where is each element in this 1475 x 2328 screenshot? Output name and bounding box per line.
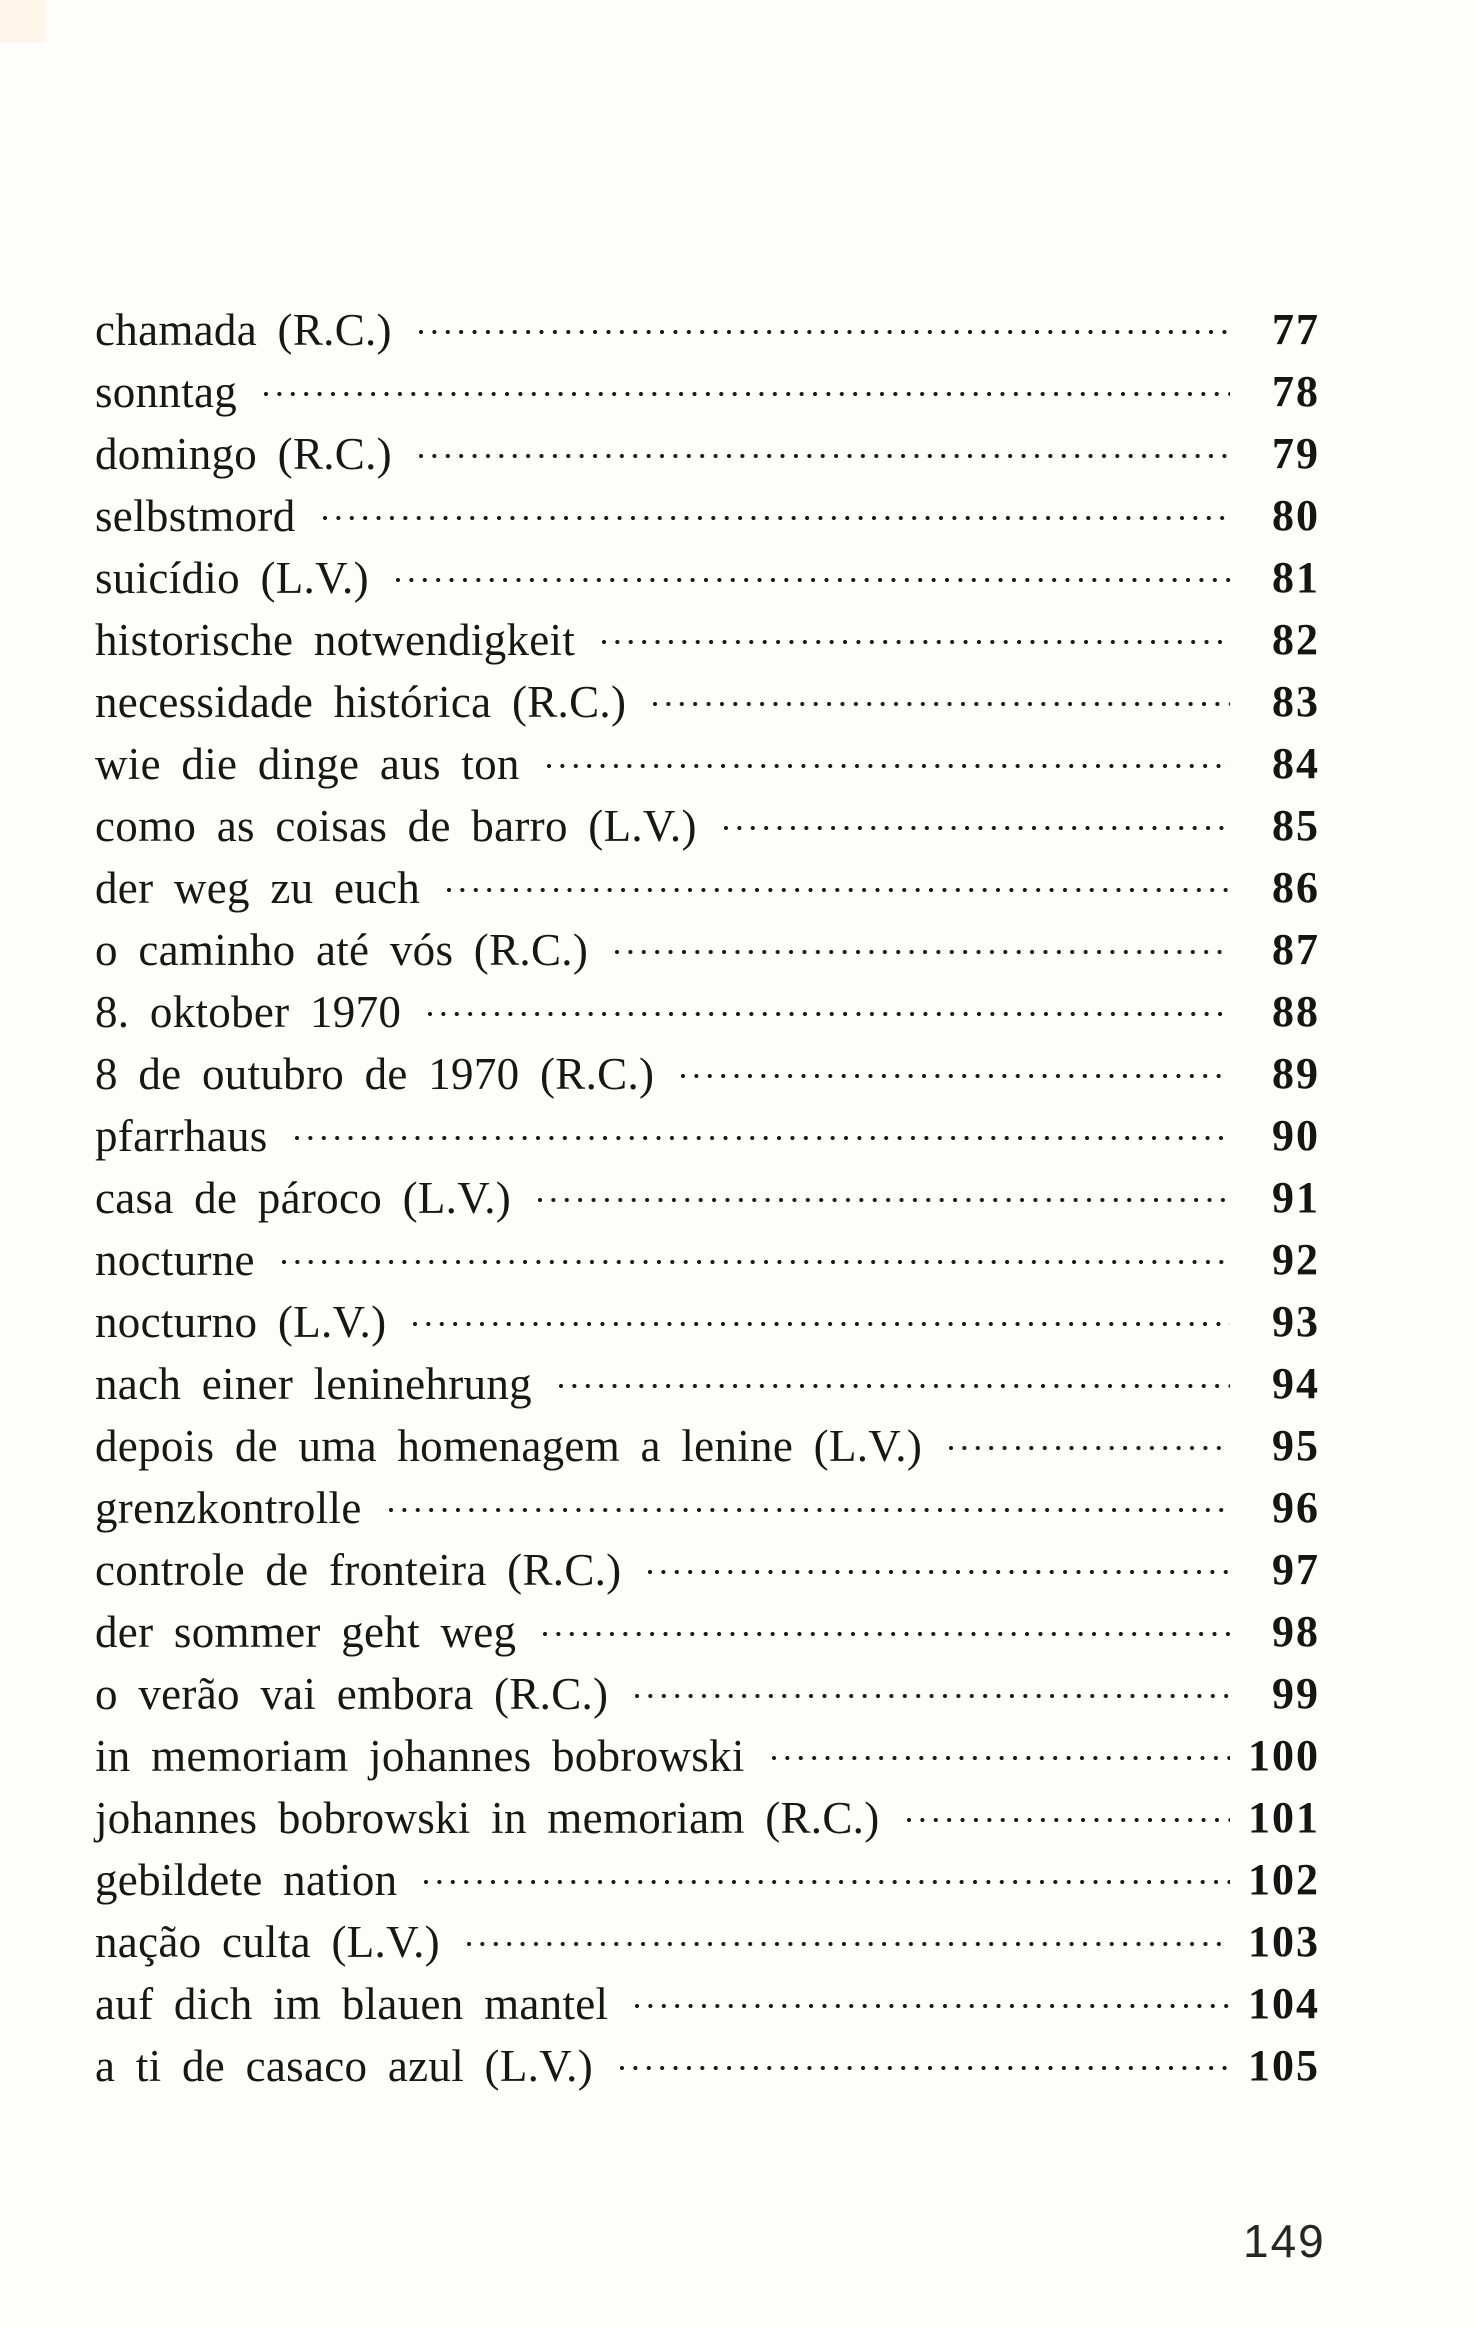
toc-entry (95, 361, 1320, 423)
toc-entry (95, 981, 1320, 1043)
toc-entry-page: 103 (1248, 1917, 1320, 1966)
toc-entry-title: selbstmord (95, 491, 296, 541)
toc-entry-title: como as coisas de barro (L.V.) (95, 801, 697, 851)
toc-entry (95, 1725, 1320, 1787)
dot-leader (294, 1135, 1230, 1141)
toc-entry-title: auf dich im blauen mantel (95, 1979, 609, 2029)
page-number: 149 (1243, 2215, 1326, 2267)
dot-leader (619, 2065, 1230, 2071)
dot-leader (537, 1197, 1230, 1203)
dot-leader (281, 1259, 1230, 1265)
dot-leader (723, 825, 1230, 831)
toc-entry-page: 86 (1272, 863, 1320, 912)
toc-entry-page: 78 (1272, 367, 1320, 416)
toc-entry-page: 93 (1272, 1297, 1320, 1346)
toc-entry-title: der sommer geht weg (95, 1607, 517, 1657)
toc-entry-title: nocturno (L.V.) (95, 1297, 387, 1347)
toc-entry-page: 96 (1272, 1483, 1320, 1532)
toc-entry (95, 1849, 1320, 1911)
toc-entry-title: o verão vai embora (R.C.) (95, 1669, 609, 1719)
toc-entry (95, 857, 1320, 919)
dot-leader (418, 329, 1230, 335)
scan-corner-artifact (0, 0, 46, 42)
toc-entry-page: 104 (1248, 1979, 1320, 2028)
dot-leader (446, 887, 1230, 893)
toc-entry (95, 919, 1320, 981)
toc-entry-page: 79 (1272, 429, 1320, 478)
toc-entry-page: 98 (1272, 1607, 1320, 1656)
toc-entry-title: grenzkontrolle (95, 1483, 362, 1533)
toc-entry (95, 1043, 1320, 1105)
dot-leader (634, 2003, 1230, 2009)
toc-entry-title: suicídio (L.V.) (95, 553, 369, 603)
toc-entry (95, 1477, 1320, 1539)
toc-entry-title: depois de uma homenagem a lenine (L.V.) (95, 1421, 923, 1471)
toc-entry-page: 83 (1272, 677, 1320, 726)
toc-entry (95, 2035, 1320, 2097)
toc-entry (95, 795, 1320, 857)
toc-entry-title: 8 de outubro de 1970 (R.C.) (95, 1049, 655, 1099)
toc-entry (95, 423, 1320, 485)
dot-leader (647, 1569, 1230, 1575)
dot-leader (322, 515, 1231, 521)
toc-entry-page: 92 (1272, 1235, 1320, 1284)
dot-leader (601, 639, 1230, 645)
toc-entry-title: johannes bobrowski in memoriam (R.C.) (95, 1793, 880, 1843)
toc-entry (95, 1415, 1320, 1477)
toc-entry-title: nação culta (L.V.) (95, 1917, 440, 1967)
toc-entry (95, 1229, 1320, 1291)
toc-entry-page: 77 (1272, 305, 1320, 354)
dot-leader (542, 1631, 1230, 1637)
dot-leader (652, 701, 1230, 707)
toc-entry-page: 97 (1272, 1545, 1320, 1594)
toc-entry-page: 90 (1272, 1111, 1320, 1160)
toc-entry-title: der weg zu euch (95, 863, 421, 913)
toc-entry (95, 1353, 1320, 1415)
toc-entry (95, 1601, 1320, 1663)
toc-entry (95, 547, 1320, 609)
dot-leader (388, 1507, 1230, 1513)
toc-entry-title: gebildete nation (95, 1855, 398, 1905)
toc-entry-page: 89 (1272, 1049, 1320, 1098)
toc-entry (95, 1167, 1320, 1229)
toc-entry-page: 81 (1272, 553, 1320, 602)
toc-entry-page: 95 (1272, 1421, 1320, 1470)
dot-leader (546, 763, 1230, 769)
toc-entry-page: 102 (1248, 1855, 1320, 1904)
toc-entry (95, 671, 1320, 733)
dot-leader (263, 391, 1230, 397)
dot-leader (423, 1879, 1230, 1885)
toc-entry (95, 733, 1320, 795)
toc-entry-title: controle de fronteira (R.C.) (95, 1545, 622, 1595)
toc-entry (95, 1663, 1320, 1725)
toc-entry-title: historische notwendigkeit (95, 615, 576, 665)
dot-leader (614, 949, 1230, 955)
dot-leader (906, 1817, 1230, 1823)
dot-leader (948, 1445, 1230, 1451)
dot-leader (427, 1011, 1230, 1017)
toc-entry-title: necessidade histórica (R.C.) (95, 677, 627, 727)
toc-entry-page: 100 (1248, 1731, 1320, 1780)
toc-entry-title: pfarrhaus (95, 1111, 268, 1161)
toc-entry-title: in memoriam johannes bobrowski (95, 1731, 745, 1781)
toc-entry (95, 1911, 1320, 1973)
dot-leader (418, 453, 1230, 459)
toc-entry (95, 1973, 1320, 2035)
toc-entry (95, 1539, 1320, 1601)
toc-entry-title: chamada (R.C.) (95, 305, 392, 355)
toc-entry (95, 609, 1320, 671)
toc-entry (95, 1105, 1320, 1167)
toc-entry-title: sonntag (95, 367, 238, 417)
toc-entry-title: nach einer leninehrung (95, 1359, 532, 1409)
toc-entry (95, 299, 1320, 361)
toc-entry-title: wie die dinge aus ton (95, 739, 520, 789)
dot-leader (558, 1383, 1230, 1389)
toc-entry-title: nocturne (95, 1235, 255, 1285)
dot-leader (634, 1693, 1230, 1699)
toc-entry-page: 85 (1272, 801, 1320, 850)
toc-entry-page: 94 (1272, 1359, 1320, 1408)
toc-entry-page: 82 (1272, 615, 1320, 664)
toc-entry-title: casa de pároco (L.V.) (95, 1173, 512, 1223)
toc-entry-page: 80 (1272, 491, 1320, 540)
toc-entry-title: a ti de casaco azul (L.V.) (95, 2041, 594, 2091)
toc-entry-page: 84 (1272, 739, 1320, 788)
toc-entry-page: 88 (1272, 987, 1320, 1036)
dot-leader (412, 1321, 1230, 1327)
toc-entry-page: 87 (1272, 925, 1320, 974)
dot-leader (680, 1073, 1230, 1079)
toc-entry (95, 1291, 1320, 1353)
toc-entry-title: o caminho até vós (R.C.) (95, 925, 589, 975)
toc-entry-page: 101 (1248, 1793, 1320, 1842)
toc-entry-page: 105 (1248, 2041, 1320, 2090)
toc-entry-page: 91 (1272, 1173, 1320, 1222)
dot-leader (395, 577, 1230, 583)
dot-leader (771, 1755, 1230, 1761)
toc-entry (95, 1787, 1320, 1849)
dot-leader (466, 1941, 1230, 1947)
table-of-contents (95, 299, 1320, 2097)
toc-entry-page: 99 (1272, 1669, 1320, 1718)
toc-entry (95, 485, 1320, 547)
toc-entry-title: domingo (R.C.) (95, 429, 392, 479)
toc-entry-title: 8. oktober 1970 (95, 987, 402, 1037)
